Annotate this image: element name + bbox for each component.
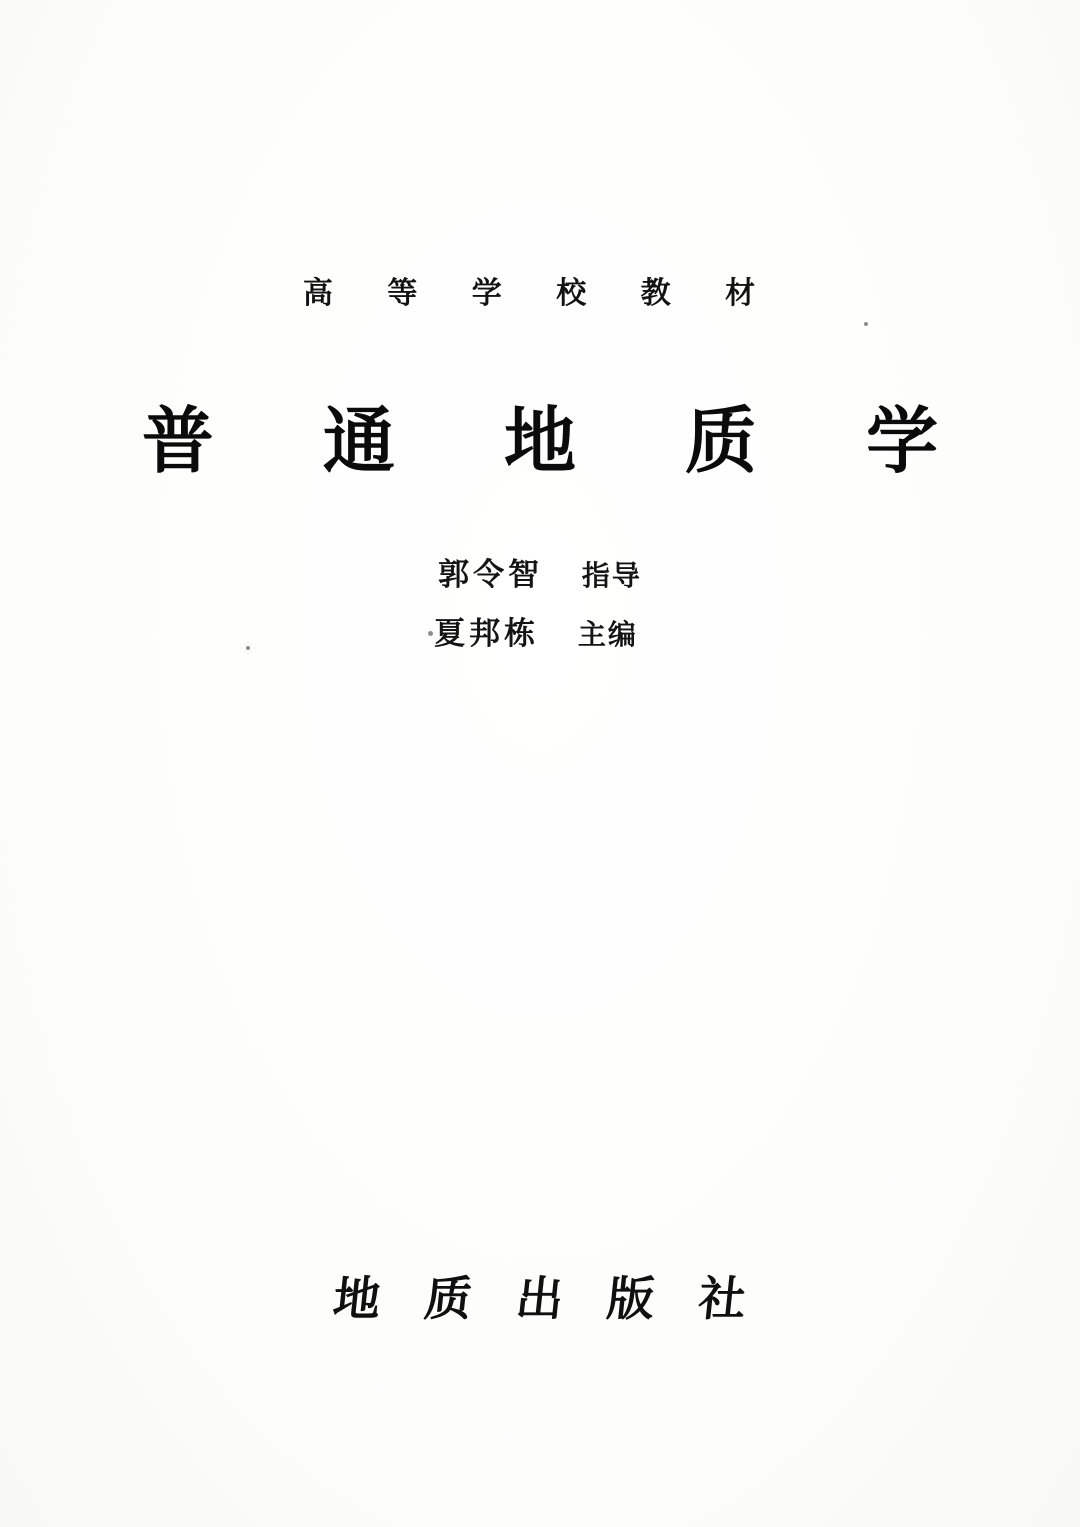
page-title: 普 通 地 质 学 xyxy=(141,399,981,483)
author-name: 夏邦栋 xyxy=(434,615,540,652)
credits-block xyxy=(0,546,1080,664)
scan-speck-icon xyxy=(428,631,433,636)
scan-speck-icon xyxy=(864,322,868,326)
author-role: 指导 xyxy=(581,559,642,592)
series-label: 高 等 学 校 教 材 xyxy=(302,276,778,311)
author-role: 主编 xyxy=(577,617,638,651)
credit-row xyxy=(0,605,1076,664)
scan-speck-icon xyxy=(246,646,250,650)
publisher-name: 地 质 出 版 社 xyxy=(330,1272,763,1327)
author-name: 郭令智 xyxy=(438,557,544,593)
credit-row xyxy=(0,546,1080,605)
